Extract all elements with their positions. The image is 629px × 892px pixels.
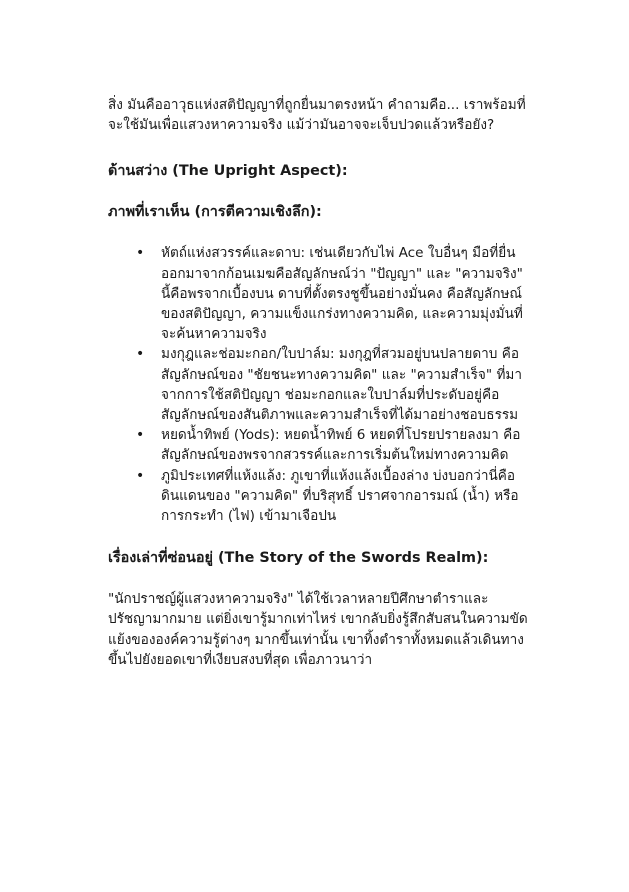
bullet-icon: • — [136, 467, 145, 484]
bullet-icon: • — [136, 245, 145, 262]
list-item — [108, 466, 528, 527]
bullet-icon: • — [136, 427, 145, 444]
section-heading-story: เรื่องเล่าที่ซ่อนอยู่ (The Story of the Swords Realm): — [108, 550, 489, 567]
list-item-text: มงกุฎและช่อมะกอก/ใบปาล์ม: มงกุฎที่สวมอยู่บนปลายดาบ คือสัญลักษณ์ของ "ชัยชนะทางความคิด" และ "ความสำเร็จ" ที่มาจากการใช้สติปัญญา ช่อมะกอกและใบปาล์มที่ประดับอยู่คือสัญลักษณ์ของสันติภาพและความสำเร็จที่ได้มาอย่างชอบธรรม — [161, 346, 522, 424]
list-item-text: หยดน้ำทิพย์ (Yods): หยดน้ำทิพย์ 6 หยดที่โปรยปรายลงมา คือสัญลักษณ์ของพรจากสวรรค์และการเริ่มต้นใหม่ทางความคิด — [161, 427, 521, 464]
bullet-icon: • — [136, 346, 145, 363]
section-heading-upright: ด้านสว่าง (The Upright Aspect): — [108, 163, 348, 180]
list-item-text: หัตถ์แห่งสวรรค์และดาบ: เช่นเดียวกับไพ่ Ace ใบอื่นๆ มือที่ยื่นออกมาจากก้อนเมฆคือสัญลักษณ์ว่า "ปัญญา" และ "ความจริง" นี้คือพรจากเบื้องบน ดาบที่ตั้งตรงชูขึ้นอย่างมั่นคง คือสัญลักษณ์ของสติปัญญา, ความแข็งแกร่งทางความคิด, และความมุ่งมั่นที่จะค้นหาความจริง — [161, 245, 523, 343]
list-item — [108, 344, 528, 425]
section-heading-seen: ภาพที่เราเห็น (การตีความเชิงลึก): — [108, 204, 322, 221]
intro-paragraph: สิ่ง มันคืออาวุธแห่งสติปัญญาที่ถูกยื่นมาตรงหน้า คำถามคือ... เราพร้อมที่จะใช้มันเพื่อแสวงหาความจริง แม้ว่ามันอาจจะเจ็บปวดแล้วหรือยัง? — [108, 97, 526, 134]
list-item-text: ภูมิประเทศที่แห้งแล้ง: ภูเขาที่แห้งแล้งเบื้องล่าง บ่งบอกว่านี่คือดินแดนของ "ความคิด" ที่บริสุทธิ์ ปราศจากอารมณ์ (น้ำ) หรือการกระทำ (ไฟ) เข้ามาเจือปน — [161, 467, 519, 525]
list-item — [108, 425, 528, 465]
document-page — [108, 95, 528, 670]
list-item — [108, 243, 528, 344]
symbol-list — [108, 243, 528, 526]
story-paragraph: "นักปราชญ์ผู้แสวงหาความจริง" ได้ใช้เวลาหลายปีศึกษาตำราและปรัชญามากมาย แต่ยิ่งเขารู้มากเท่าไหร่ เขากลับยิ่งรู้สึกสับสนในความขัดแย้งขององค์ความรู้ต่างๆ มากขึ้นเท่านั้น เขาทิ้งตำราทั้งหมดแล้วเดินทางขึ้นไปยังยอดเขาที่เงียบสงบที่สุด เพื่อภาวนาว่า — [108, 591, 528, 668]
